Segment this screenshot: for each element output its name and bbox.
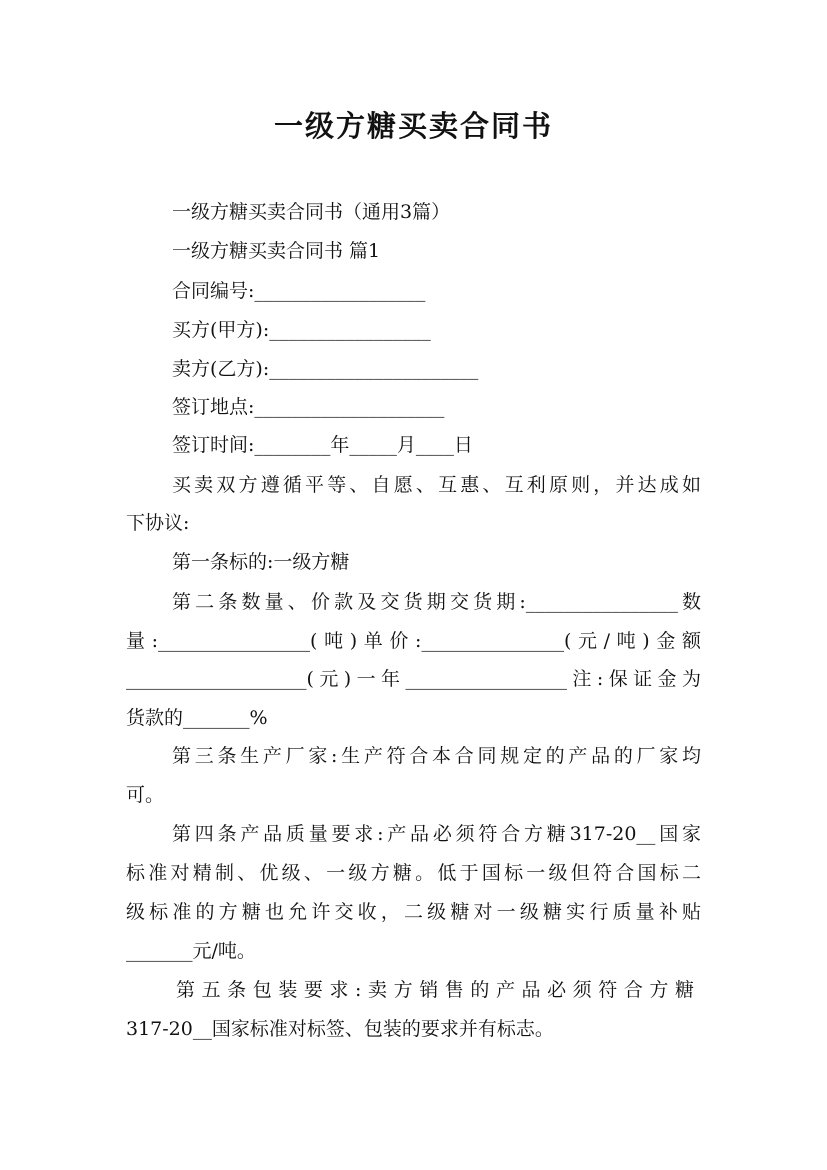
article-2-line: ___________________(元)一年_________________注:保证金为 — [126, 668, 701, 690]
buyer-line: 买方(甲方):_________________ — [172, 319, 431, 341]
signing-place-line: 签订地点:____________________ — [172, 396, 445, 418]
subtitle-line: 一级方糖买卖合同书（通用3篇） — [172, 201, 451, 223]
article-5-line: 第五条包装要求:卖方销售的产品必须符合方糖 — [176, 979, 694, 1001]
article-4-line: _______元/吨。 — [126, 940, 256, 962]
article-3-line: 可。 — [126, 784, 165, 806]
article-2-line: 量:________________(吨)单价:_______________(元/吨)金额 — [126, 630, 701, 652]
contract-number-line: 合同编号:__________________ — [172, 280, 426, 302]
article-2-line: 货款的_______% — [126, 707, 268, 729]
article-4-line: 第四条产品质量要求:产品必须符合方糖317-20__国家 — [172, 823, 701, 845]
article-1-line: 第一条标的:一级方糖 — [172, 551, 350, 573]
paragraph-line: 买卖双方遵循平等、自愿、互惠、互利原则，并达成如 — [172, 474, 701, 496]
document-title: 一级方糖买卖合同书 — [273, 109, 553, 143]
signing-date-line: 签订时间:________年_____月____日 — [172, 434, 473, 456]
article-3-line: 第三条生产厂家:生产符合本合同规定的产品的厂家均 — [172, 745, 701, 767]
article-4-line: 标准对精制、优级、一级方糖。低于国标一级但符合国标二 — [126, 862, 701, 884]
seller-line: 卖方(乙方):______________________ — [172, 358, 479, 380]
article-5-line: 317-20__国家标准对标签、包装的要求并有标志。 — [126, 1018, 554, 1040]
paragraph-line: 下协议: — [126, 512, 190, 534]
article-4-line: 级标准的方糖也允许交收，二级糖对一级糖实行质量补贴 — [126, 901, 701, 923]
article-2-line: 第二条数量、价款及交货期交货期:________________数 — [172, 591, 701, 613]
section-heading: 一级方糖买卖合同书 篇1 — [172, 240, 381, 262]
